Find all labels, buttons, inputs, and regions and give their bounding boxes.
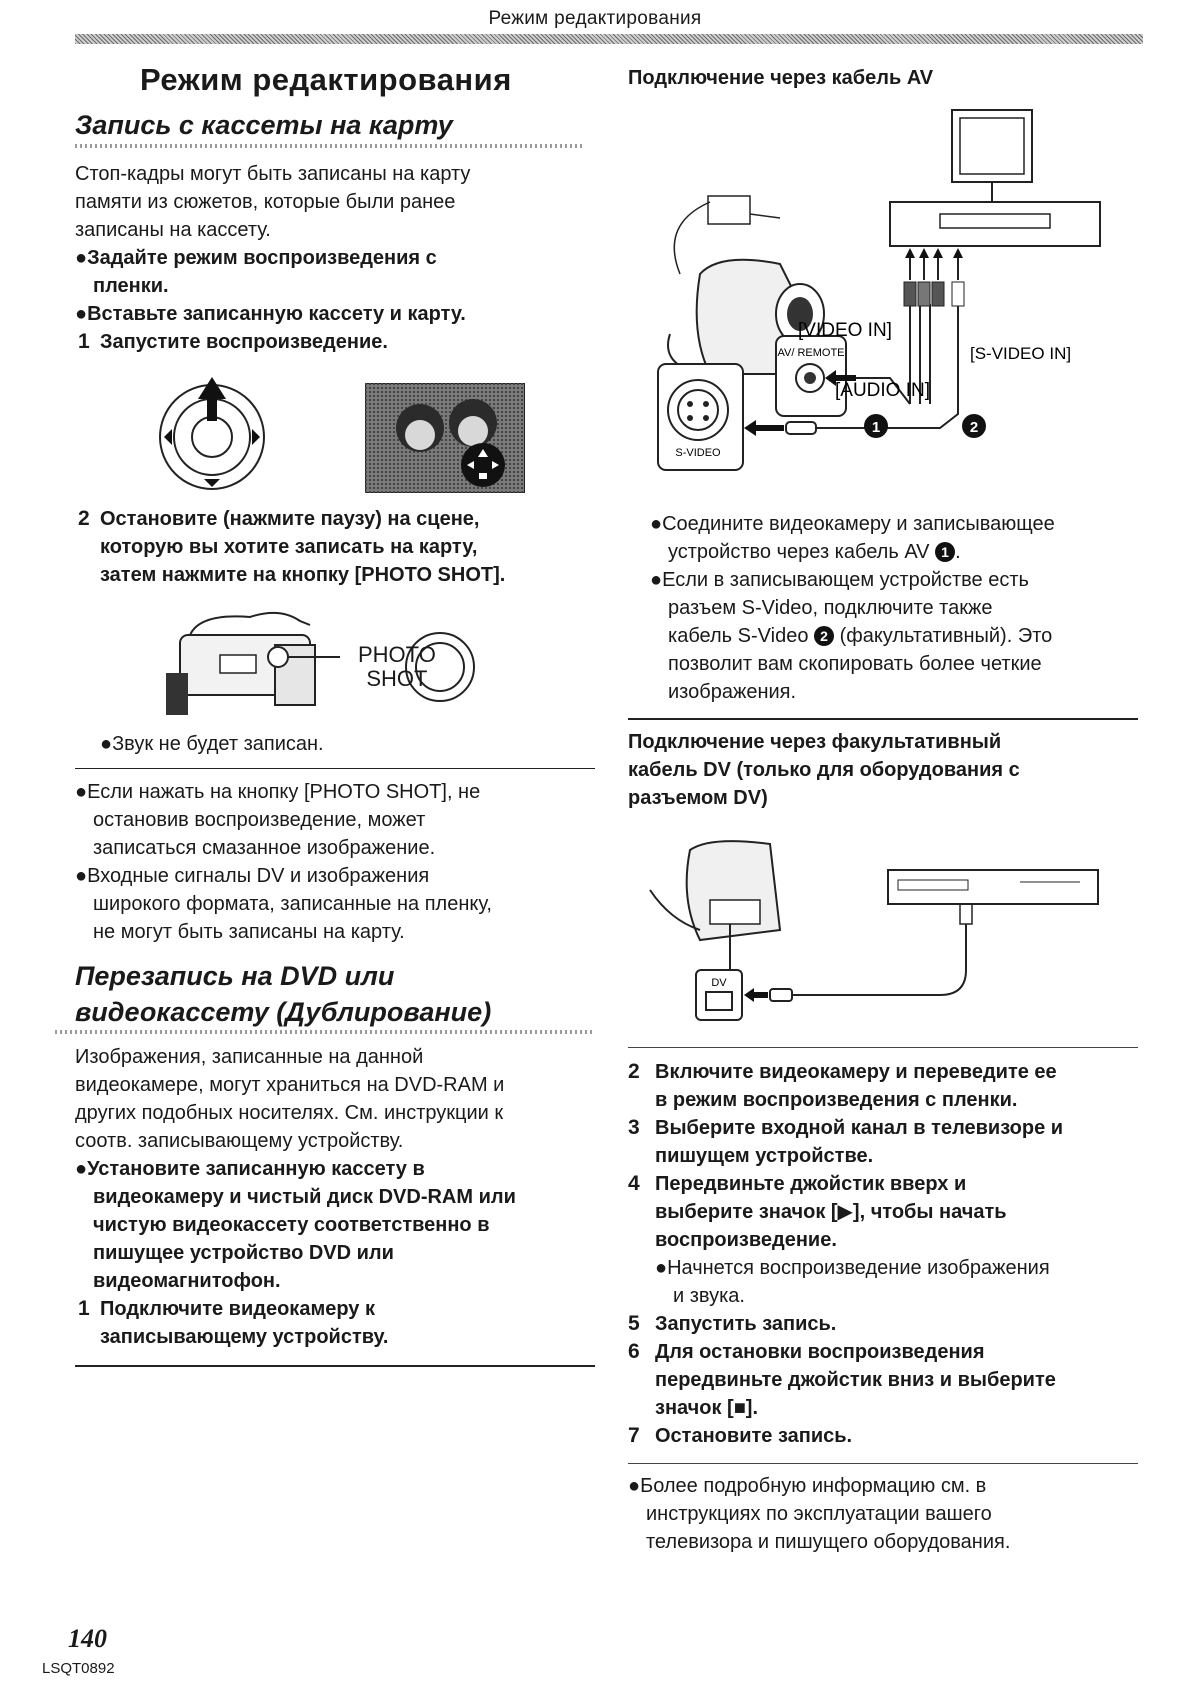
- av-notes: ●Соедините видеокамеру и записывающее устройство через кабель AV 1 . ●Если в записывающем устройстве есть разъем S-Video, подключите также кабель S-Video 2 (факультативный). Это позволит вам скопировать более четкие изображения.: [650, 513, 1055, 703]
- number-2-badge-text: 2: [969, 419, 979, 436]
- av-connection-diagram: [640, 104, 1140, 524]
- divider: [628, 1047, 1138, 1048]
- step-number: 7: [628, 1424, 640, 1447]
- step-turn-on-playback: Включите видеокамеру и переведите ее в режим воспроизведения с пленки.: [655, 1061, 1057, 1111]
- heading-dotted-rule: [75, 144, 585, 148]
- note-playback-begins: ●Начнется воспроизведение изображения и звука.: [655, 1257, 1050, 1307]
- divider: [628, 718, 1138, 720]
- svideo-port-label: S-VIDEO: [675, 447, 721, 459]
- step-number: 1: [78, 330, 90, 353]
- audio-in-label: [AUDIO IN]: [835, 380, 931, 401]
- step-start-recording: Запустить запись.: [655, 1313, 837, 1335]
- step-pause-and-photo-shot: Остановите (нажмите паузу) на сцене, которую вы хотите записать на карту, затем нажмите на кнопку [PHOTO SHOT].: [100, 508, 506, 586]
- step-connect-camera: Подключите видеокамеру к записывающему устройству.: [100, 1298, 389, 1348]
- av-connection-heading: Подключение через кабель AV: [628, 67, 934, 89]
- step-number: 5: [628, 1312, 640, 1335]
- running-header: Режим редактирования: [488, 8, 702, 29]
- section1-intro: Стоп-кадры могут быть записаны на карту памяти из сюжетов, которые были ранее записаны на кассету.: [75, 163, 471, 241]
- photo-shot-label: PHOTO SHOT: [358, 642, 436, 691]
- note-no-sound: ●Звук не будет записан.: [100, 733, 324, 755]
- camera-photo-shot-illustration: [160, 605, 500, 725]
- step-start-playback: Запустите воспроизведение.: [100, 331, 388, 353]
- video-in-label: [VIDEO IN]: [798, 320, 892, 341]
- section-heading-card-recording: Запись с кассеты на карту: [75, 110, 453, 140]
- step-number: 6: [628, 1340, 640, 1363]
- step-number: 3: [628, 1116, 640, 1139]
- page-title: Режим редактирования: [140, 62, 512, 97]
- step-start-playback-joystick: Передвиньте джойстик вверх и выберите значок [▶], чтобы начать воспроизведение.: [655, 1173, 1007, 1251]
- playback-photo-thumbnail: [365, 383, 525, 493]
- av-remote-label: AV/ REMOTE: [777, 347, 845, 359]
- step-number: 1: [78, 1297, 90, 1320]
- section-heading-dubbing: Перезапись на DVD или видеокассету (Дублирование): [75, 961, 492, 1027]
- dv-port-label: DV: [711, 977, 727, 989]
- step-stop-playback: Для остановки воспроизведения передвиньте джойстик вниз и выберите значок [■].: [655, 1341, 1056, 1419]
- document-code: LSQT0892: [42, 1660, 115, 1677]
- divider: [75, 1365, 595, 1367]
- step-number: 4: [628, 1172, 640, 1195]
- joystick-up-illustration: [150, 375, 270, 495]
- number-2-badge: 2: [814, 626, 834, 646]
- heading-dotted-rule: [55, 1030, 595, 1034]
- dv-connection-heading: Подключение через факультативный кабель DV (только для оборудования с разъемом DV): [628, 731, 1020, 809]
- step-select-input: Выберите входной канал в телевизоре и пишущем устройстве.: [655, 1117, 1064, 1167]
- step-number: 2: [628, 1060, 640, 1083]
- section2-intro: Изображения, записанные на данной видеокамере, могут храниться на DVD-RAM и других подобных носителях. См. инструкции к соотв. записывающему устройству.: [75, 1046, 505, 1152]
- final-note: ●Более подробную информацию см. в инструкциях по эксплуатации вашего телевизора и пишущего оборудования.: [628, 1475, 1011, 1553]
- number-1-badge-text: 1: [871, 419, 881, 436]
- svideo-in-label: [S-VIDEO IN]: [970, 344, 1072, 363]
- page-number: 140: [68, 1624, 107, 1653]
- dv-connection-diagram: [640, 830, 1110, 1030]
- notes-list: ●Если нажать на кнопку [PHOTO SHOT], не остановив воспроизведение, может записаться смазанное изображение. ●Входные сигналы DV и изображения широкого формата, записанные на пленку, не могут быть записаны на карту.: [75, 781, 492, 943]
- bullet-set-playback-mode: ●Задайте режим воспроизведения с пленки.: [75, 247, 437, 297]
- step-number: 2: [78, 507, 90, 530]
- step-stop-recording: Остановите запись.: [655, 1425, 853, 1447]
- number-1-badge: 1: [935, 542, 955, 562]
- bullet-insert-media: ●Установите записанную кассету в видеокамеру и чистый диск DVD-RAM или чистую видеокассету соответственно в пишущее устройство DVD или видеомагнитофон.: [75, 1158, 516, 1292]
- header-hatch-bar: [75, 34, 1143, 44]
- bullet-insert-cassette: ●Вставьте записанную кассету и карту.: [75, 303, 466, 325]
- divider: [628, 1463, 1138, 1464]
- divider: [75, 768, 595, 769]
